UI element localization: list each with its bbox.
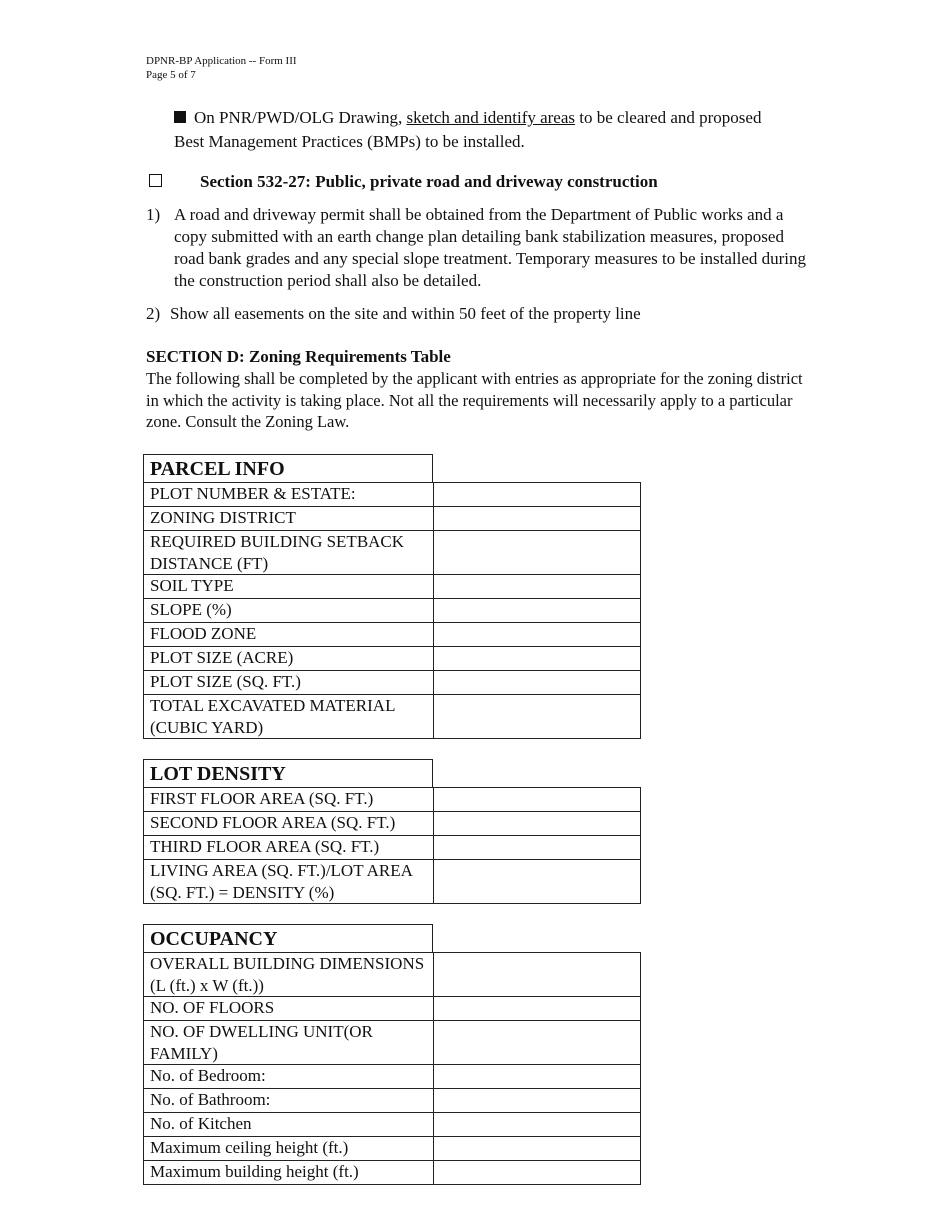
table-row — [143, 623, 641, 647]
table-row — [143, 997, 641, 1021]
parcel-info-table — [143, 454, 641, 739]
plot-size-sqft-field[interactable] — [434, 671, 640, 694]
density-field[interactable] — [434, 860, 640, 903]
lot-density-table — [143, 759, 641, 904]
table-row — [143, 788, 641, 812]
table-row — [143, 860, 641, 904]
table-row — [143, 575, 641, 599]
table-row — [143, 1113, 641, 1137]
second-floor-area-field[interactable] — [434, 812, 640, 835]
table-row — [143, 1021, 641, 1065]
flood-zone-field[interactable] — [434, 623, 640, 646]
row-label: SLOPE (%) — [144, 599, 434, 622]
table-row — [143, 953, 641, 997]
row-label: PLOT NUMBER & ESTATE: — [144, 483, 434, 506]
row-label: PLOT SIZE (ACRE) — [144, 647, 434, 670]
table-row — [143, 483, 641, 507]
section-532-checkbox[interactable] — [149, 174, 162, 187]
list-item-text: A road and driveway permit shall be obtained from the Department of Public works and a copy submitted with an earth change plan detailing bank stabilization measures, proposed road bank grades and any special slope treatment. Temporary measures to be installed during the construction period shall also be detailed. — [174, 205, 807, 290]
excavated-material-field[interactable] — [434, 695, 640, 738]
setback-distance-field[interactable] — [434, 531, 640, 574]
row-label: No. of Bathroom: — [144, 1089, 434, 1112]
kitchens-field[interactable] — [434, 1113, 640, 1136]
row-label: Maximum building height (ft.) — [144, 1161, 434, 1184]
third-floor-area-field[interactable] — [434, 836, 640, 859]
table-row — [143, 695, 641, 739]
plot-size-acre-field[interactable] — [434, 647, 640, 670]
ceiling-height-field[interactable] — [434, 1137, 640, 1160]
row-label: THIRD FLOOR AREA (SQ. FT.) — [144, 836, 434, 859]
lot-density-title: LOT DENSITY — [143, 759, 433, 787]
row-label: NO. OF DWELLING UNIT(OR FAMILY) — [144, 1021, 434, 1064]
row-label: PLOT SIZE (SQ. FT.) — [144, 671, 434, 694]
bathrooms-field[interactable] — [434, 1089, 640, 1112]
instruction-pre: On PNR/PWD/OLG Drawing, — [194, 108, 407, 127]
table-row — [143, 507, 641, 531]
table-row — [143, 812, 641, 836]
row-label: NO. OF FLOORS — [144, 997, 434, 1020]
building-height-field[interactable] — [434, 1161, 640, 1184]
list-item-number: 1) — [146, 205, 161, 224]
bedrooms-field[interactable] — [434, 1065, 640, 1088]
list-item — [146, 204, 816, 292]
form-title: DPNR-BP Application -- Form III — [146, 55, 297, 67]
row-label: SOIL TYPE — [144, 575, 434, 598]
slope-field[interactable] — [434, 599, 640, 622]
row-label: REQUIRED BUILDING SETBACK DISTANCE (FT) — [144, 531, 434, 574]
row-label: FIRST FLOOR AREA (SQ. FT.) — [144, 788, 434, 811]
square-bullet-icon — [174, 111, 186, 123]
building-dimensions-field[interactable] — [434, 953, 640, 996]
drawing-instruction — [174, 106, 794, 154]
parcel-info-title: PARCEL INFO — [143, 454, 433, 482]
table-row — [143, 671, 641, 695]
dwelling-units-field[interactable] — [434, 1021, 640, 1064]
page-header — [146, 54, 297, 82]
row-label: Maximum ceiling height (ft.) — [144, 1137, 434, 1160]
table-row — [143, 1065, 641, 1089]
list-item — [146, 303, 816, 325]
instruction-underlined: sketch and identify areas — [406, 108, 576, 127]
zoning-district-field[interactable] — [434, 507, 640, 530]
table-row — [143, 1161, 641, 1185]
row-label: No. of Kitchen — [144, 1113, 434, 1136]
occupancy-title: OCCUPANCY — [143, 924, 433, 952]
section-d-title: SECTION D: Zoning Requirements Table — [146, 347, 451, 366]
first-floor-area-field[interactable] — [434, 788, 640, 811]
row-label: SECOND FLOOR AREA (SQ. FT.) — [144, 812, 434, 835]
section-532-title: Section 532-27: Public, private road and driveway construction — [200, 172, 658, 191]
table-row — [143, 647, 641, 671]
table-row — [143, 599, 641, 623]
list-item-text: Show all easements on the site and within 50 feet of the property line — [170, 304, 641, 323]
floors-field[interactable] — [434, 997, 640, 1020]
row-label: FLOOD ZONE — [144, 623, 434, 646]
list-item-number: 2) — [146, 304, 161, 323]
section-532-heading — [149, 171, 658, 193]
row-label: ZONING DISTRICT — [144, 507, 434, 530]
section-d-intro: The following shall be completed by the applicant with entries as appropriate for the zoning district in which the activity is taking place. Not all the requirements will necessarily apply to a particular zone. Consult the Zoning Law. — [146, 369, 803, 431]
plot-number-field[interactable] — [434, 483, 640, 506]
occupancy-table — [143, 924, 641, 1185]
soil-type-field[interactable] — [434, 575, 640, 598]
table-row — [143, 836, 641, 860]
row-label: OVERALL BUILDING DIMENSIONS (L (ft.) x W (ft.)) — [144, 953, 434, 996]
row-label: TOTAL EXCAVATED MATERIAL (CUBIC YARD) — [144, 695, 434, 738]
table-row — [143, 1089, 641, 1113]
row-label: LIVING AREA (SQ. FT.)/LOT AREA (SQ. FT.) = DENSITY (%) — [144, 860, 434, 903]
page-number: Page 5 of 7 — [146, 69, 196, 81]
row-label: No. of Bedroom: — [144, 1065, 434, 1088]
table-row — [143, 1137, 641, 1161]
table-row — [143, 531, 641, 575]
instruction-post: to be cleared and proposed Best Management Practices (BMPs) to be installed. — [174, 108, 762, 151]
